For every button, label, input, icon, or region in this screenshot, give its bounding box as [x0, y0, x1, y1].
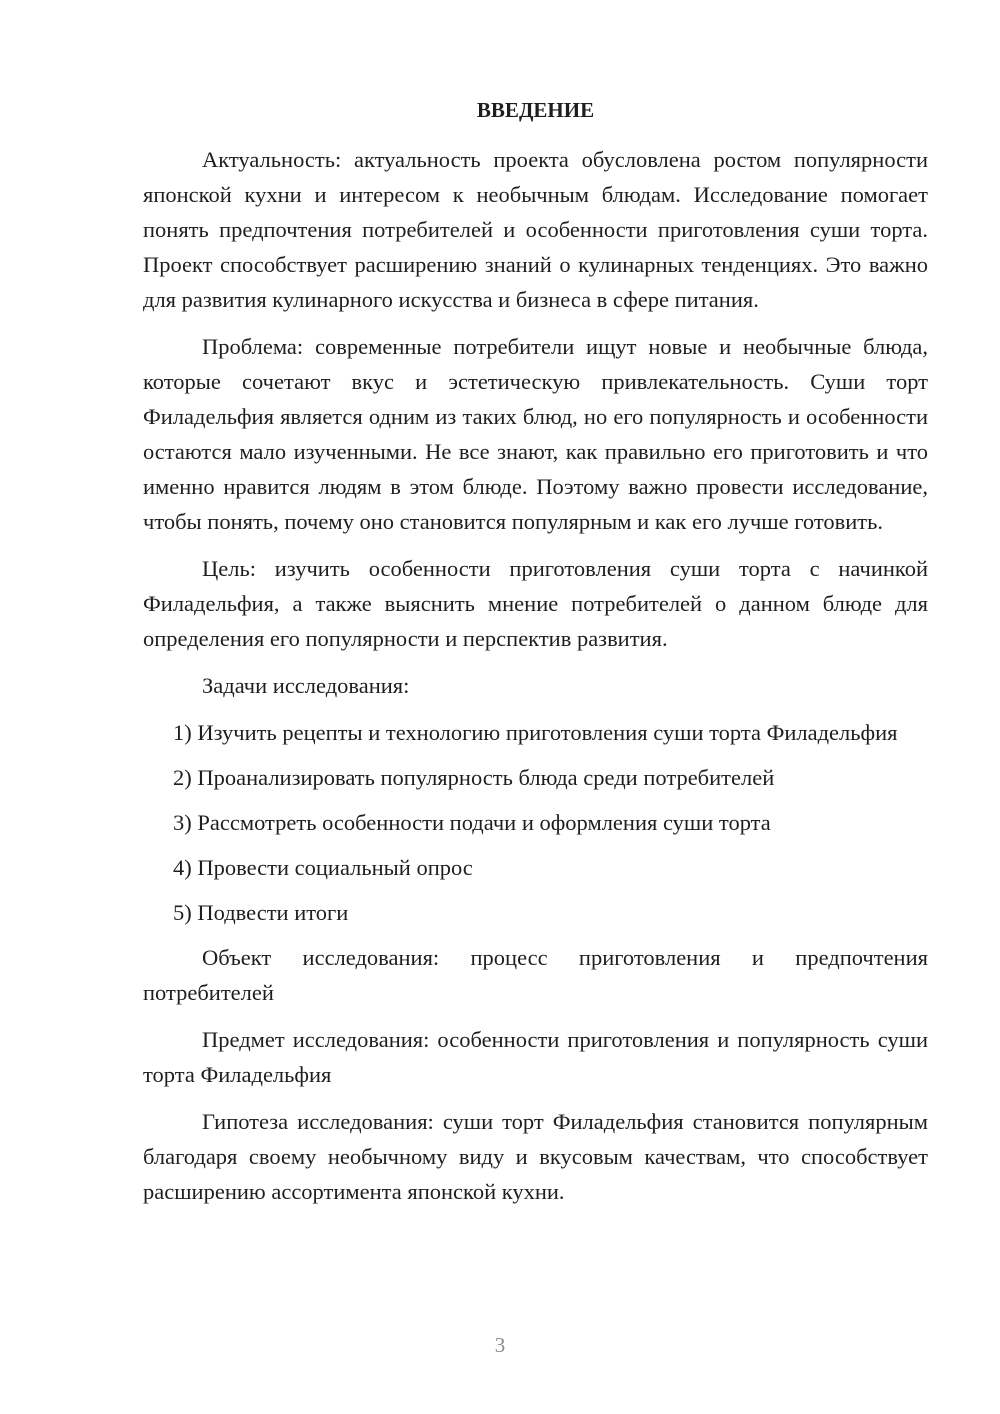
subject-paragraph: Предмет исследования: особенности приготовления и популярность суши торта Филадельфия	[143, 1027, 928, 1087]
list-item: 2) Проанализировать популярность блюда среди потребителей	[173, 765, 775, 790]
object-paragraph: Объект исследования: процесс приготовления и предпочтения потребителей	[143, 945, 928, 1005]
relevance-paragraph: Актуальность: актуальность проекта обусловлена ростом популярности японской кухни и интересом к необычным блюдам. Исследование помогает понять предпочтения потребителей и особенности приготовления суши торта. Проект способствует расширению знаний о кулинарных тенденциях. Это важно для развития кулинарного искусства и бизнеса в сфере питания.	[143, 147, 928, 312]
hypothesis-paragraph: Гипотеза исследования: суши торт Филадельфия становится популярным благодаря своему необычному виду и вкусовым качествам, что способствует расширению ассортимента японской кухни.	[143, 1109, 928, 1204]
list-item: 3) Рассмотреть особенности подачи и оформления суши торта	[173, 810, 771, 835]
tasks-title: Задачи исследования:	[202, 673, 410, 698]
list-item: 4) Провести социальный опрос	[173, 855, 473, 880]
list-item: 5) Подвести итоги	[173, 900, 349, 925]
page-title: ВВЕДЕНИЕ	[476, 98, 595, 122]
goal-paragraph: Цель: изучить особенности приготовления суши торта с начинкой Филадельфия, а также выяснить мнение потребителей о данном блюде для определения его популярности и перспектив развития.	[143, 556, 928, 651]
tasks-list	[143, 715, 928, 930]
page-number: 3	[494, 1333, 506, 1357]
list-item: 1) Изучить рецепты и технологию приготовления суши торта Филадельфия	[173, 720, 898, 745]
document-page	[143, 92, 928, 1221]
problem-paragraph: Проблема: современные потребители ищут новые и необычные блюда, которые сочетают вкус и эстетическую привлекательность. Суши торт Филадельфия является одним из таких блюд, но его популярность и особенности остаются мало изученными. Не все знают, как правильно его приготовить и что именно нравится людям в этом блюде. Поэтому важно провести исследование, чтобы понять, почему оно становится популярным и как его лучше готовить.	[143, 334, 928, 534]
